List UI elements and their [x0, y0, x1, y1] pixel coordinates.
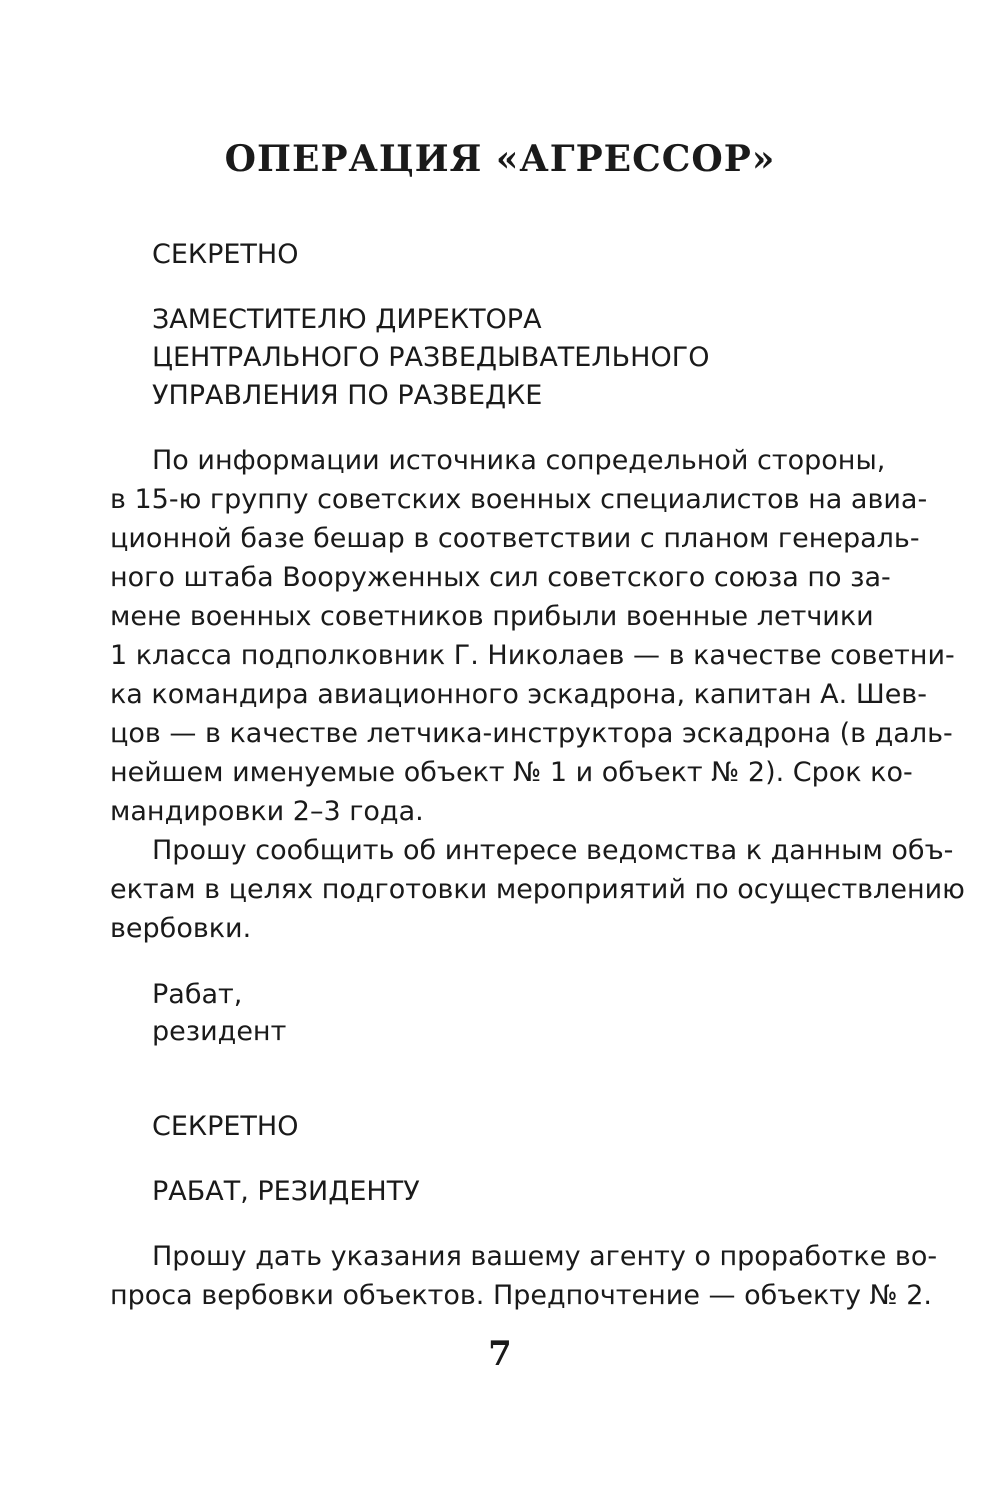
paragraph-line: По информации источника сопредельной стороны,: [152, 445, 886, 476]
paragraph-line: нейшем именуемые объект № 1 и объект № 2). Срок ко-: [110, 757, 913, 788]
paragraph-line: Прошу дать указания вашему агенту о проработке во-: [152, 1241, 938, 1272]
paragraph-line: 1 класса подполковник Г. Николаев — в качестве советни-: [110, 640, 955, 671]
paragraph-line: ционной базе бешар в соответствии с планом генераль-: [110, 523, 920, 554]
paragraph-line: проса вербовки объектов. Предпочтение — объекту № 2.: [110, 1280, 932, 1311]
paragraph-line: мене военных советников прибыли военные летчики: [110, 601, 874, 632]
paragraph-line: в 15-ю группу советских военных специалистов на авиа-: [110, 484, 928, 515]
classification-label: СЕКРЕТНО: [152, 1111, 299, 1142]
page-number: 7: [488, 1334, 512, 1374]
addressee-line: УПРАВЛЕНИЯ ПО РАЗВЕДКЕ: [152, 380, 543, 411]
paragraph-line: мандировки 2–3 года.: [110, 796, 424, 827]
signature-line: Рабат,: [152, 979, 243, 1010]
addressee-line: РАБАТ, РЕЗИДЕНТУ: [152, 1176, 420, 1207]
addressee-line: ЦЕНТРАЛЬНОГО РАЗВЕДЫВАТЕЛЬНОГО: [152, 342, 710, 373]
paragraph-line: ка командира авиационного эскадрона, капитан А. Шев-: [110, 679, 927, 710]
paragraph-line: Прошу сообщить об интересе ведомства к данным объ-: [152, 835, 954, 866]
paragraph-line: ного штаба Вооруженных сил советского союза по за-: [110, 562, 891, 593]
classification-label: СЕКРЕТНО: [152, 239, 299, 270]
addressee-line: ЗАМЕСТИТЕЛЮ ДИРЕКТОРА: [152, 304, 542, 335]
signature-line: резидент: [152, 1016, 287, 1047]
paragraph-line: цов — в качестве летчика-инструктора эскадрона (в даль-: [110, 718, 953, 749]
chapter-title: ОПЕРАЦИЯ «АГРЕССОР»: [224, 138, 776, 180]
paragraph-line: вербовки.: [110, 913, 252, 944]
paragraph-line: ектам в целях подготовки мероприятий по осуществлению: [110, 874, 965, 905]
